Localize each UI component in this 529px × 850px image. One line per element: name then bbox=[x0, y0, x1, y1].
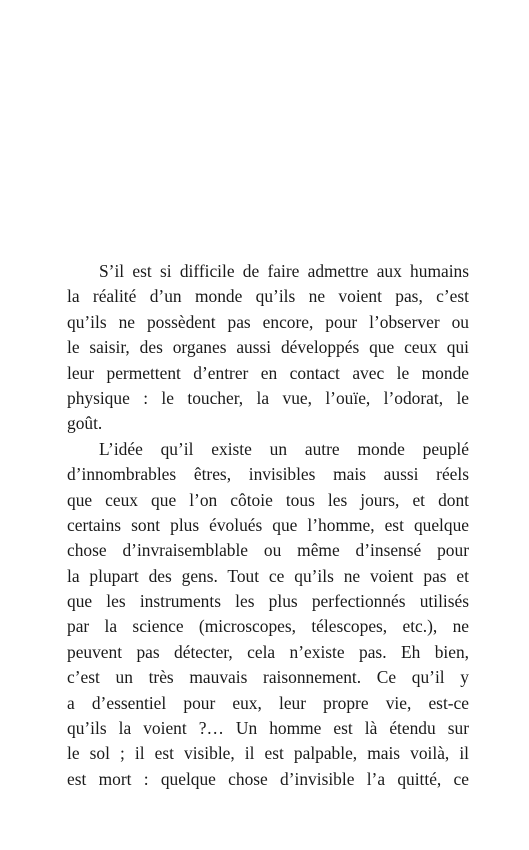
paragraph-2-line-6: la plupart des gens. Tout ce qu’ils ne voient pas et bbox=[67, 565, 469, 586]
paragraph-2-line-4: certains sont plus évolués que l’homme, est quelque bbox=[67, 514, 469, 535]
paragraph-1-line-5: leur permettent d’entrer en contact avec le monde bbox=[67, 362, 469, 383]
paragraph-2-line-9: peuvent pas détecter, cela n’existe pas. Eh bien, bbox=[67, 641, 469, 662]
paragraph-2-line-5: chose d’invraisemblable ou même d’insensé pour bbox=[67, 540, 469, 561]
paragraph-2-line-3: que ceux que l’on côtoie tous les jours, et dont bbox=[67, 489, 469, 510]
paragraph-1-line-7: goût. bbox=[67, 413, 103, 434]
paragraph-2-line-13: le sol ; il est visible, il est palpable, mais voilà, il bbox=[67, 743, 469, 764]
body-text bbox=[67, 259, 469, 792]
paragraph-2-line-7: que les instruments les plus perfectionnés utilisés bbox=[67, 591, 469, 612]
paragraph-2-line-1: L’idée qu’il existe un autre monde peuplé bbox=[99, 438, 469, 459]
paragraph-2-line-12: qu’ils la voient ?… Un homme est là étendu sur bbox=[67, 718, 469, 739]
paragraph-2-line-10: c’est un très mauvais raisonnement. Ce qu’il y bbox=[67, 667, 469, 688]
paragraph-2-line-2: d’innombrables êtres, invisibles mais aussi réels bbox=[67, 464, 469, 485]
paragraph-1-line-3: qu’ils ne possèdent pas encore, pour l’observer ou bbox=[67, 311, 469, 332]
paragraph-2-line-8: par la science (microscopes, télescopes, etc.), ne bbox=[67, 616, 469, 637]
paragraph-2-line-14: est mort : quelque chose d’invisible l’a quitté, ce bbox=[67, 768, 469, 789]
paragraph-1-line-6: physique : le toucher, la vue, l’ouïe, l’odorat, le bbox=[67, 387, 469, 408]
paragraph-1-line-2: la réalité d’un monde qu’ils ne voient pas, c’est bbox=[67, 286, 469, 307]
paragraph-1-line-4: le saisir, des organes aussi développés que ceux qui bbox=[67, 337, 469, 358]
paragraph-2-line-11: a d’essentiel pour eux, leur propre vie, est-ce bbox=[67, 692, 469, 713]
paragraph-1-line-1: S’il est si difficile de faire admettre aux humains bbox=[99, 261, 469, 281]
